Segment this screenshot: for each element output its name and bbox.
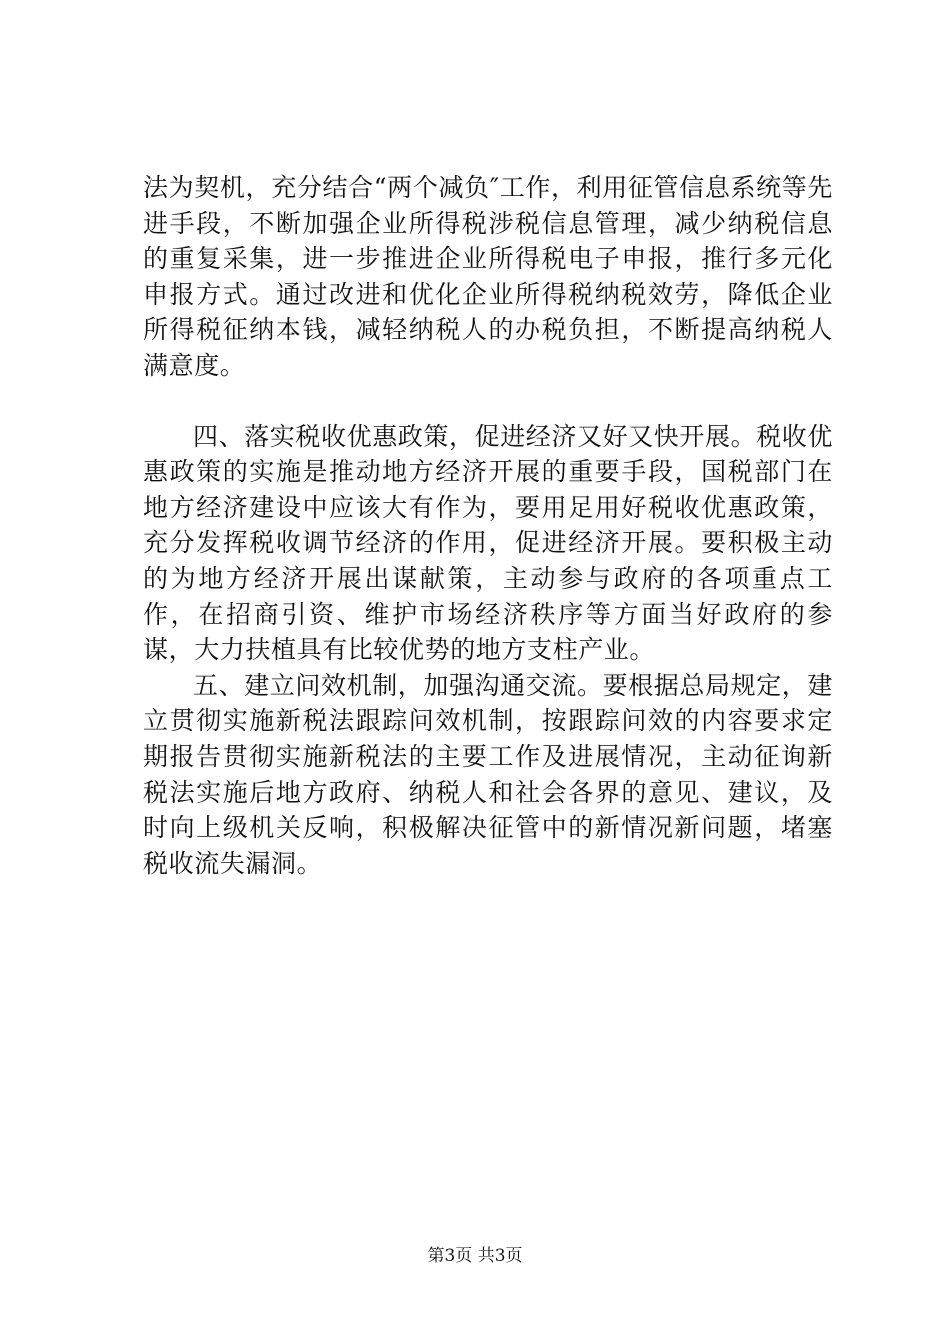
- paragraph-section-four: 四、落实税收优惠政策，促进经济又好又快开展。税收优惠政策的实施是推动地方经济开展的重要手段，国税部门在地方经济建设中应该大有作为，要用足用好税收优惠政策，充分发挥税收调节经济的作用，促进经济开展。要积极主动的为地方经济开展出谋献策，主动参与政府的各项重点工作，在招商引资、维护市场经济秩序等方面当好政府的参谋，大力扶植具有比较优势的地方支柱产业。: [143, 421, 834, 665]
- page-footer: 第3页 共3页: [427, 1246, 523, 1266]
- document-body: [143, 170, 833, 881]
- paragraph-section-five: 五、建立问效机制，加强沟通交流。要根据总局规定，建立贯彻实施新税法跟踪问效机制，按跟踪问效的内容要求定期报告贯彻实施新税法的主要工作及进展情况，主动征询新税法实施后地方政府、纳税人和社会各界的意见、建议，及时向上级机关反响，积极解决征管中的新情况新问题，堵塞税收流失漏洞。: [143, 670, 834, 878]
- paragraph-continuation: 法为契机，充分结合“两个减负″工作，利用征管信息系统等先进手段，不断加强企业所得税涉税信息管理，减少纳税信息的重复采集，进一步推进企业所得税电子申报，推行多元化申报方式。通过改进和优化企业所得税纳税效劳，降低企业所得税征纳本钱，减轻纳税人的办税负担，不断提高纳税人满意度。: [143, 173, 833, 380]
